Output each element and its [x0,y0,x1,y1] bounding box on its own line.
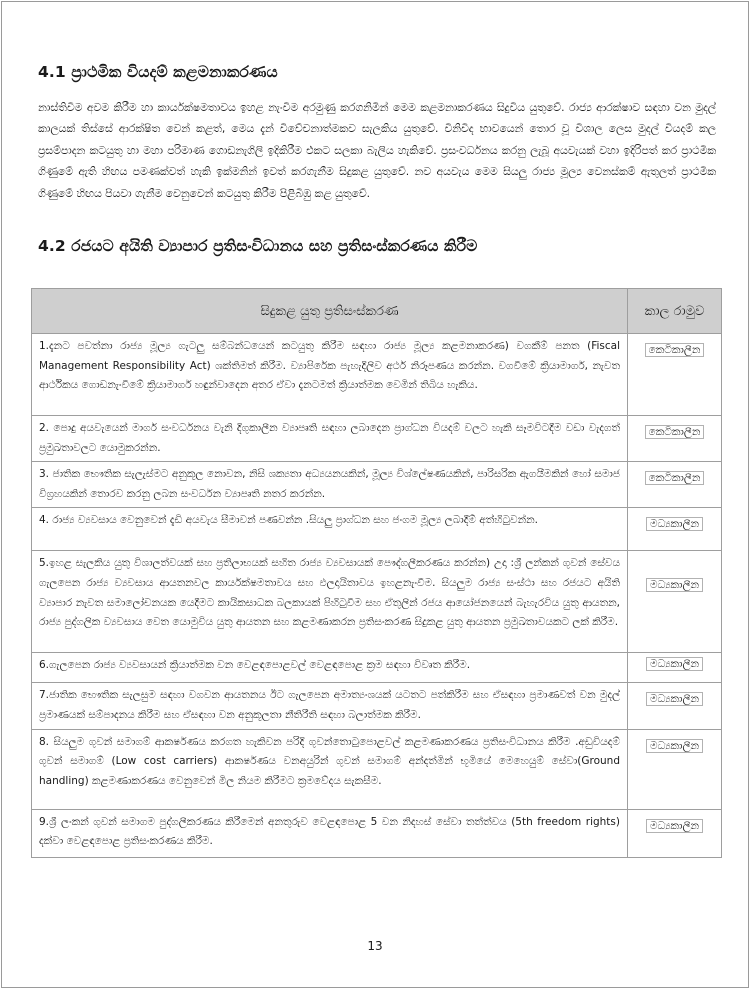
reform-timeframe [628,416,722,462]
reform-description: 5.ඉහළ සැලකිය යුතු විශාලත්වයක් සහ ප්‍රතිලාභයක් සහිත රාජ්‍ය ව්‍යවසායක් පෞද්ගලීකරණය කරන්න) උදා :ශ්‍රී ලන්කන් ගුවන් සේවය ගැලපෙන රාජ්‍ය ව්‍යවසාය ආයතනවල කාර්යක්ෂමතාවය සහ ඵලදායිතාවය ඉහළනැංවීම. සියලුම රාජ්‍ය සංස්ථා සහ රජයට අයිති ව්‍යාපාර නැවත සමාලෝචනයක යෙදීමට කායිකසාධක බලකායක් පිහිටුවීම සහ ඒතුලින් රජය ආයෝජනයෙන් බැහැරවිය යුතු ආයතන, රාජ්‍ය පුද්ගලික ව්‍යවසාය වෙත යොමුවිය යුතු ආයතන සහ කළමණාකරන ප්‍රතිසංකරණ සිදුකළ යුතු ආයතන ප්‍රමුඛතාවයකට ලක් කිරීම. [32,551,628,653]
reform-description: 6.ගැලපෙන රාජ්‍ය ව්‍යවසායන් ක්‍රියාත්මක වන වෙළඳපොළවල් වෙළඳපොළ ක්‍රම සඳහා විවෘත කිරීම. [32,653,628,683]
reform-description: 2. පොදු අයවැයෙන් මාර්ග සංවර්ධනය වැනි දිගුකාලීන ව්‍යාපෘති සඳහා ලබාදෙන ප්‍රාග්ධන වියදම් වලට හැකි සෑමවිටදීම වඩා වැදගත් ප්‍රමුඛතාවලට යොමුකරන්න. [32,416,628,462]
reform-timeframe [628,729,722,809]
table-row [32,729,722,809]
reform-timeframe [628,462,722,508]
section-4-1-heading: 4.1 ප්‍රාථමික වියදම් කළමනාකරණය [38,63,278,81]
reforms-table [31,288,722,858]
header-timeframe: කාල රාමුව [628,289,722,334]
page-number: 13 [367,939,383,953]
table-row [32,508,722,551]
reform-timeframe [628,683,722,729]
table-row [32,551,722,653]
timeframe-label: මධ්‍යකාලීන [646,578,703,592]
reform-timeframe [628,653,722,683]
reform-timeframe [628,809,722,857]
reform-description: 3. ජාතික භෞතික සැලැස්මට අනුකූල නොවන, නිසි ශක්‍යතා අධ්‍යයනයකින්, මූල්‍ය විශ්ලේෂණයකින්, පාරිසරික ඇගයීමකින් හෝ සමාජ විග්‍රහයකින් තොරව කරනු ලබන සංවර්ධන ව්‍යාපෘති නතර කරන්න. [32,462,628,508]
timeframe-label: කෙටිකාලීන [645,343,705,357]
reform-description: 1.දැනට පවත්නා රාජ්‍ය මූල්‍ය ගැටලු සම්බන්ධයෙන් කටයුතු කිරීම සඳහා රාජ්‍ය මූල්‍ය කළමනාකරණ) වගකීම් පනත (Fiscal Management Responsibility Act) ශක්තිමත් කිරීම. ව්‍යාපිරේක පැහැදිලිව අර්ථ නිරූපණය කරන්න. වගවීමේ ක්‍රියාමාර්ග, නැවත ආර්ථිකය ගොඩනැංවීමේ ක්‍රියාමාර්ග හඳුන්වාදෙන අතර ඒවා දැනටමත් ක්‍රියාත්මක වෙමින් තිබිය හැකිය. [32,334,628,416]
reform-timeframe [628,551,722,653]
table-header-row [32,289,722,334]
timeframe-label: මධ්‍යකාලීන [646,692,703,706]
timeframe-label: මධ්‍යකාලීන [646,657,703,671]
table-row [32,416,722,462]
reform-timeframe [628,334,722,416]
table-row [32,334,722,416]
reform-description: 9.ශ්‍රී ලංකන් ගුවන් සමාගම පුද්ගලීකරණය කිරීමෙන් අනතුරුව වෙළඳපොළ 5 වන නිදහස් සේවා තත්ත්වය (5th freedom rights) දක්වා වෙළඳපොළ ප්‍රතිසංකරණය කිරීම. [32,809,628,857]
table-row [32,462,722,508]
table-row [32,809,722,857]
header-reform: සිදුකළ යුතු ප්‍රතිසංස්කරණ [32,289,628,334]
section-4-2-heading: 4.2 රජයට අයිති ව්‍යාපාර ප්‍රතිසංවිධානය සහ ප්‍රතිසංස්කරණය කිරීම [38,237,478,255]
reform-description: 4. රාජ්‍ය ව්‍යවසාය වෙනුවෙන් දැඩි අයවැය සීමාවන් පණවන්න .සියලු ප්‍රාග්ධන සහ ජංගම මූල්‍ය ලබාදීම් අත්හිටුවන්න. [32,508,628,551]
table-row [32,653,722,683]
timeframe-label: මධ්‍යකාලීන [646,517,703,531]
timeframe-label: කෙටිකාලීන [645,471,705,485]
timeframe-label: මධ්‍යකාලීන [646,739,703,753]
table-row [32,683,722,729]
reform-timeframe [628,508,722,551]
timeframe-label: මධ්‍යකාලීන [646,819,703,833]
reform-description: 7.ජාතික භෞතික සැලසුම සඳහා වගවන ආයතනය ඊට ගැලපෙන අමාත්‍යංශයක් යටතට පත්කිරීම සහ ඒසඳහා ප්‍රමාණවත් වන මුදල් ප්‍රමාණයක් සම්පාදනය කිරීම සහ ඒසඳහා වන අනුකූලතා නීතිරීති සඳහා බලාත්මක කිරීම. [32,683,628,729]
section-4-1-paragraph: නාස්තිවීම අවම කිරීම හා කාර්යක්ෂමතාවය ඉහළ නැංවීම අරමුණු කරගනිමින් මෙම කළමනාකරණය සිදුවිය යුතුවේ. රාජ්‍ය ආරක්ෂාව සඳහා වන මුදල් කාලයක් තිස්සේ ආරක්ෂිත වෙන් කළත්, මෙය දැන් විවේචනාත්මකව සැලකිය යුතුවේ. විනිවිද භාවයෙන් තොර වූ විශාල ලෙස මුදල් වියදම් කල ප්‍රසම්පාදන කටයුතු හා මහා පරිමාණ ගොඩනැගිලි ඉදිකිරීම එකට සලකා බැලිය හැකිවේ. ප්‍රසංවර්ධනය කරනු ලැබූ අයවැයක් වහා ඉදිරිපත් කර ප්‍රාථමික ගිණුමේ ඇති හිඟය පමණක්වත් හැකි ඉක්මනින් ඉවත් කරගැනීම සිදුකළ යුතුවේ. නව අයවැය මෙම සියලු රාජ්‍ය මූල්‍ය වෙනස්කම් ඇතුලත් ප්‍රාථමික ගිණුමේ හිඟය පියවා ගැනීම වෙනුවෙන් කටයුතු කිරීම පිළිබිඹු කළ යුතුවේ. [38,101,716,200]
timeframe-label: කෙටිකාලීන [645,425,705,439]
reform-description: 8. සියලුම ගුවන් සමාගම් ආකර්ෂණය කරගත හැකිවන පරිදි ගුවන්තොටුපොළවල් කළමණාකරණය ප්‍රතිසංවිධානය කිරීම .අඩුවියදම් ගුවන් සමාගම් (Low cost carriers) ආකර්ෂණය වනඅයුරින් ගුවන් සමාගම් අන්දත්මින් භූමියේ මෙහෙයුම් සේවා(Ground handling) කළමණාකරණය වෙනුවෙන් මිල නියම කිරීමට ක්‍රමවේදය සැකසීම. [32,729,628,809]
